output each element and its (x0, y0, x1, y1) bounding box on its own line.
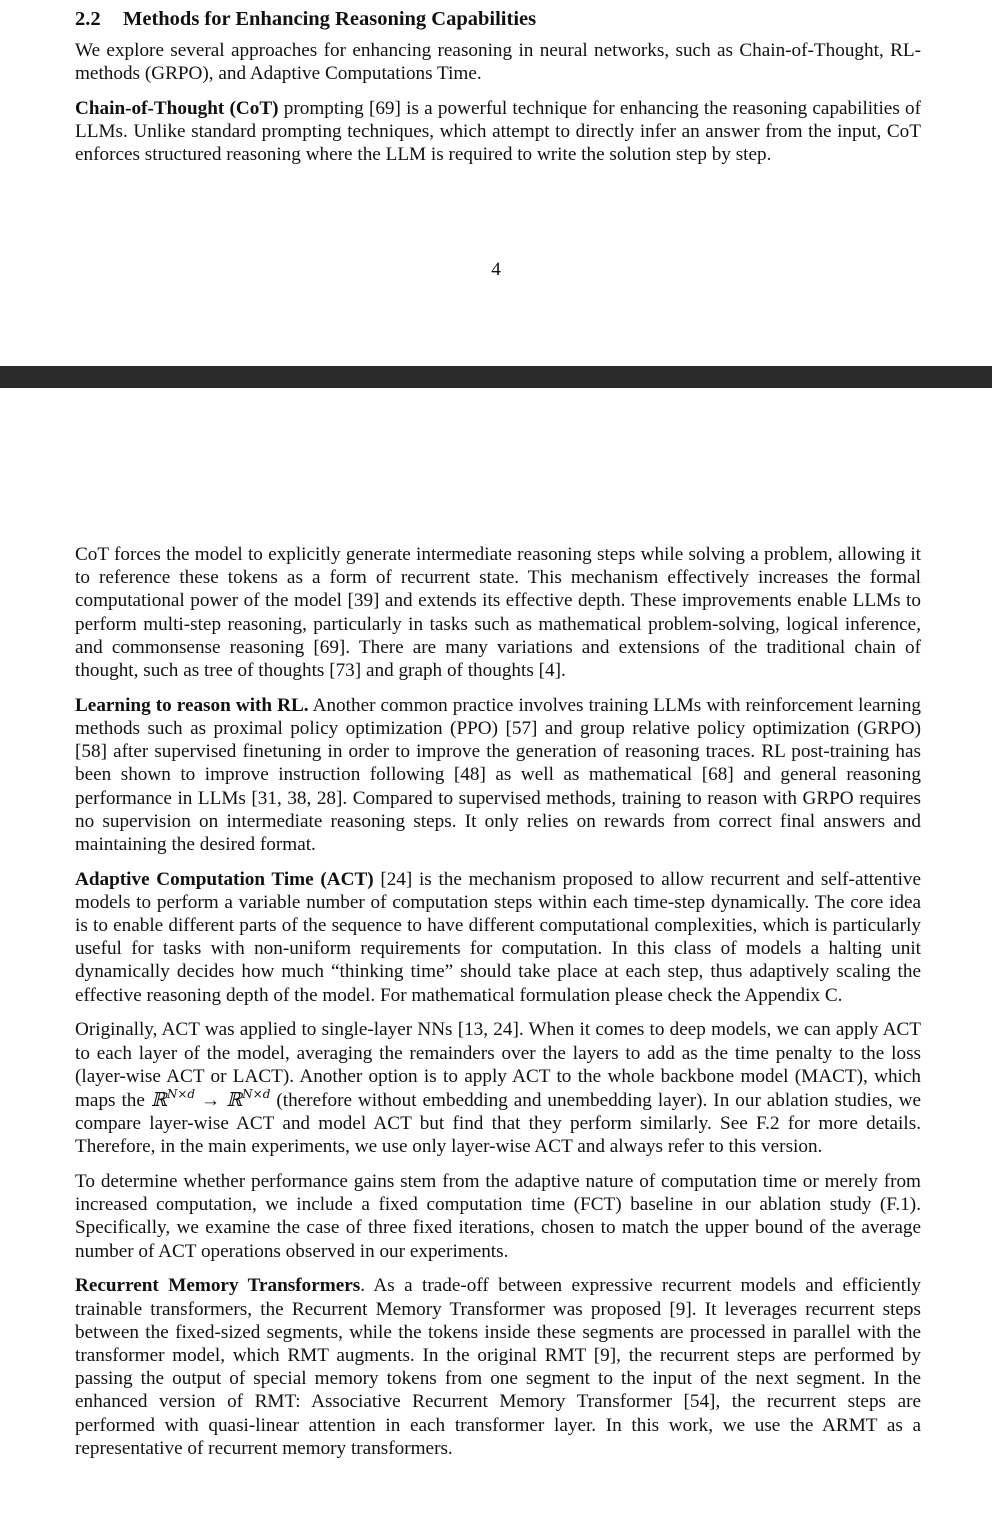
act-variants-text-b: (therefore without embedding and unembedding layer). In our ablation studies, we compare layer-wise ACT and model ACT but find that they perform similarly. See F.2 for more details. Therefore, in the main experiments, we use only layer-wise ACT and always refer to this version. (75, 1089, 921, 1158)
math-sup-b: N×d (242, 1086, 271, 1101)
math-r-a: ℝ (150, 1087, 167, 1111)
cot-text: prompting [69] is a powerful technique for enhancing the reasoning capabilities of LLMs. Unlike standard prompting techniques, which attempt to directly infer an answer from the input, CoT enforces structured reasoning where the LLM is required to write the solution step by step. (75, 97, 921, 166)
math-r-b: ℝ (226, 1087, 243, 1111)
rl-lead: Learning to reason with RL. (75, 694, 309, 716)
section-heading (75, 6, 536, 32)
cot-lead: Chain-of-Thought (CoT) (75, 97, 279, 119)
fct-paragraph: To determine whether performance gains stem from the adaptive nature of computation time or merely from increased computation, we include a fixed computation time (FCT) baseline in our ablation study (F.1). Specifically, we examine the case of three fixed iterations, chosen to match the upper bound of the average number of ACT operations observed in our experiments. (75, 1171, 921, 1262)
page-4-text (75, 39, 921, 167)
section-number: 2.2 (75, 8, 101, 30)
act-text: [24] is the mechanism proposed to allow recurrent and self-attentive models to perform a variable number of computation steps within each time-step dynamically. The core idea is to enable different parts of the sequence to have different computational complexities, which is particularly useful for tasks with non-uniform requirements for computation. In this class of models a halting unit dynamically decides how much “thinking time” should take place at each step, thus adaptively scaling the effective reasoning depth of the model. For mathematical formulation please check the Appendix C. (75, 868, 922, 1006)
rl-paragraph (75, 694, 921, 856)
page-divider (0, 366, 992, 388)
page-5-text (75, 543, 921, 1460)
act-lead: Adaptive Computation Time (ACT) (75, 868, 374, 890)
rl-text: Another common practice involves training LLMs with reinforcement learning methods such as proximal policy optimization (PPO) [57] and group relative policy optimization (GRPO) [58] after supervised finetuning in order to improve the generation of reasoning traces. RL post-training has been shown to improve instruction following [48] as well as mathematical [68] and general reasoning performance in LLMs [31, 38, 28]. Compared to supervised methods, training to reason with GRPO requires no supervision on intermediate reasoning steps. It only relies on rewards from correct final answers and maintaining the desired format. (75, 694, 922, 855)
math-arrow: → (195, 1089, 227, 1111)
math-sup-a: N×d (166, 1086, 196, 1101)
page-number: 4 (491, 259, 501, 280)
rmt-text: . As a trade-off between expressive recurrent models and efficiently trainable transformers, the Recurrent Memory Transformer was proposed [9]. It leverages recurrent steps between the fixed-sized segments, while the tokens inside these segments are processed in parallel with the transformer model, which RMT augments. In the original RMT [9], the recurrent steps are performed by passing the output of special memory tokens from one segment to the input of the next segment. In the enhanced version of RMT: Associative Recurrent Memory Transformer [54], the recurrent steps are performed with quasi-linear attention in each transformer layer. In this work, we use the ARMT as a representative of recurrent memory transformers. (75, 1275, 921, 1459)
rmt-paragraph (75, 1274, 921, 1460)
act-variants-text-a: Originally, ACT was applied to single-layer NNs [13, 24]. When it comes to deep models, we can apply ACT to each layer of the model, averaging the remainders over the layers to add as the time penalty to the loss (layer-wise ACT or LACT). Another option is to apply ACT to the whole backbone model (MACT), which maps the (75, 1019, 921, 1111)
intro-paragraph: We explore several approaches for enhancing reasoning in neural networks, such as Chain-of-Thought, RL-methods (GRPO), and Adaptive Computations Time. (75, 40, 921, 85)
act-variants-paragraph (75, 1018, 921, 1158)
rmt-lead: Recurrent Memory Transformers (75, 1275, 361, 1297)
page-5-top (0, 388, 992, 1530)
section-title: Methods for Enhancing Reasoning Capabilities (123, 8, 537, 30)
cot-continued-paragraph: CoT forces the model to explicitly generate intermediate reasoning steps while solving a problem, allowing it to reference these tokens as a form of recurrent state. This mechanism effectively increases the formal computational power of the model [39] and extends its effective depth. These improvements enable LLMs to perform multi-step reasoning, particularly in tasks such as mathematical problem-solving, logical inference, and commonsense reasoning [69]. There are many variations and extensions of the traditional chain of thought, such as tree of thoughts [73] and graph of thoughts [4]. (75, 544, 921, 682)
act-paragraph (75, 868, 921, 1007)
cot-paragraph (75, 97, 921, 167)
page-4-bottom (0, 0, 992, 366)
